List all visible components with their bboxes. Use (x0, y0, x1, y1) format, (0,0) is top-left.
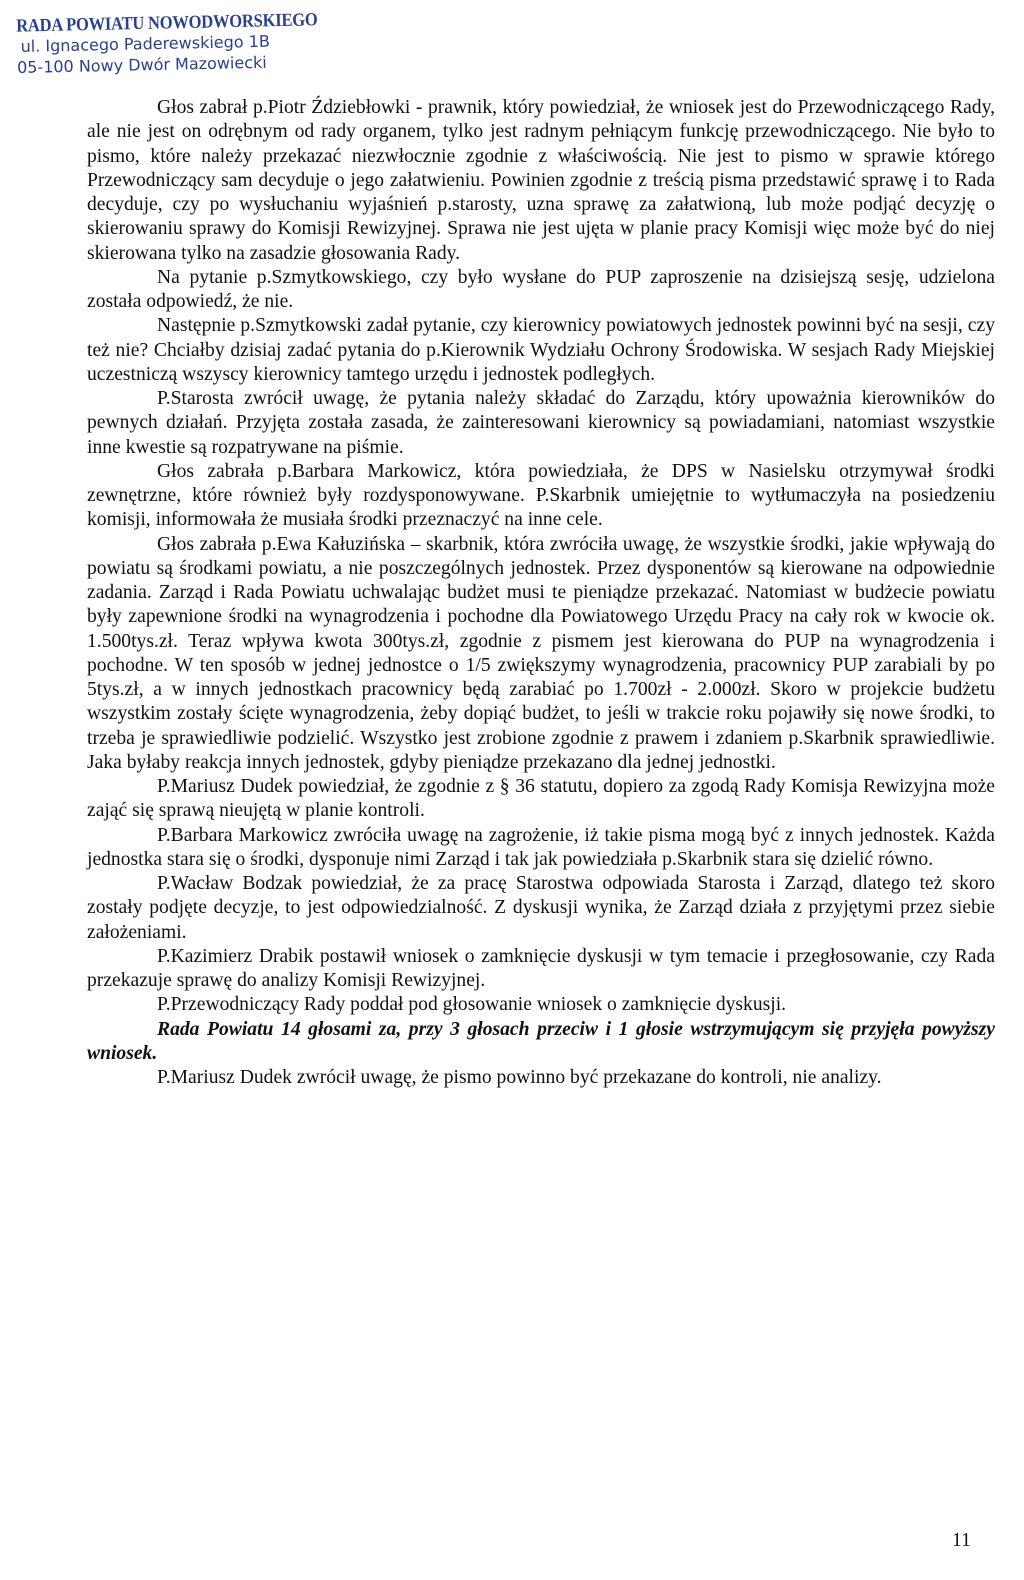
paragraph-drabik-motion: P.Kazimierz Drabik postawił wniosek o zamknięcie dyskusji w tym temacie i przegłosowanie, czy Rada przekazuje sprawę do analizy Komisji Rewizyjnej. (87, 945, 995, 991)
paragraph-starosta-reply: P.Starosta zwrócił uwagę, że pytania należy składać do Zarządu, który upoważnia kierowników do pewnych działań. Przyjęta została zasada, że zainteresowani kierownicy są powiadamiani, natomiast wszystkie inne kwestie są rozpatrywane na piśmie. (87, 388, 995, 458)
paragraph-pup-invitation: Na pytanie p.Szmytkowskiego, czy było wysłane do PUP zaproszenie na dzisiejszą sesję, udzielona została odpowiedź, że nie. (87, 266, 995, 312)
paragraph-szmytkowski-question: Następnie p.Szmytkowski zadał pytanie, czy kierownicy powiatowych jednostek powinni być na sesji, czy też nie? Chciałby dzisiaj zadać pytania do p.Kierownik Wydziału Ochrony Środowiska. W sesjach Rady Miejskiej uczestniczą wszyscy kierownicy tamtego urzędu i jednostek podległych. (87, 315, 995, 385)
stamp-line-institution: RADA POWIATU NOWODWORSKIEGO (15, 8, 318, 37)
paragraph-chairman-vote: P.Przewodniczący Rady poddał pod głosowanie wniosek o zamknięcie dyskusji. (157, 994, 787, 1016)
paragraph-kaluzinska-treasurer: Głos zabrała p.Ewa Kałuzińska – skarbnik, która zwróciła uwagę, że wszystkie środki, jakie wpływają do powiatu są środkami powiatu, a nie poszczególnych jednostek. Przez dysponentów są kierowane na odpowiednie zadania. Zarząd i Rada Powiatu uchwalając budżet musi te pieniądze przekazać. Natomiast w budżecie powiatu były zapewnione środki na wynagrodzenia i pochodne dla Powiatowego Urzędu Pracy na cały rok w kwocie ok. 1.500tys.zł. Teraz wpływa kwota 300tys.zł, zgodnie z pismem jest kierowana do PUP na wynagrodzenia i pochodne. W ten sposób w jednej jednostce o 1/5 zwiększymy wynagrodzenia, pracownicy PUP zarabiali by po 5tys.zł, a w innych jednostkach pracownicy będą zarabiać po 1.700zł - 2.000zł. Skoro w projekcie budżetu wszystkim zostały ścięte wynagrodzenia, żeby dopiąć budżet, to jeśli w trakcie roku pojawiły się nowe środki, to trzeba je sprawiedliwie podzielić. Wszystko jest zrobione zgodnie z prawem i zdaniem p.Skarbnik sprawiedliwie. Jaka byłaby reakcja innych jednostek, gdyby pieniądze przekazano dla jednej jednostki. (87, 533, 995, 773)
stamp-line-city: 05-100 Nowy Dwór Mazowiecki (16, 52, 267, 77)
paragraph-markowicz-warning: P.Barbara Markowicz zwróciła uwagę na zagrożenie, iż takie pisma mogą być z innych jednostek. Każda jednostka stara się o środki, dysponuje nimi Zarząd i tak jak powiedziała p.Skarbnik stara się dzielić równo. (87, 824, 995, 870)
paragraph-dudek-statute: P.Mariusz Dudek powiedział, że zgodnie z § 36 statutu, dopiero za zgodą Rady Komisja Rewizyjna może zająć się sprawą nieujętą w planie kontroli. (87, 776, 995, 822)
paragraph-dudek-closing: P.Mariusz Dudek zwrócił uwagę, że pismo powinno być przekazane do kontroli, nie analizy. (157, 1067, 882, 1088)
council-stamp (15, 8, 318, 78)
stamp-line-street: ul. Ignacego Paderewskiego 1B (20, 31, 271, 56)
document-body (87, 96, 995, 1090)
paragraph-zdzieblowski: Głos zabrał p.Piotr Ździebłowki - prawnik, który powiedział, że wniosek jest do Przewodniczącego Rady, ale nie jest on odrębnym od rady organem, tylko jest radnym pełniącym funkcję przewodniczącego. Nie było to pismo, które należy przekazać niezwłocznie zgodnie z właściwością. Nie jest to pismo w sprawie którego Przewodniczący sam decyduje o jego załatwieniu. Powinien zgodnie z treścią pisma przedstawić sprawę i to Rada decyduje, czy po wysłuchaniu wyjaśnień p.starosty, uzna sprawę za załatwioną, lub może podjąć decyzję o skierowaniu sprawy do Komisji Rewizyjnej. Sprawa nie jest ujęta w planie pracy Komisji więc może być do niej skierowana tylko na zasadzie głosowania Rady. (87, 97, 995, 264)
page-number: 11 (952, 1530, 971, 1551)
paragraph-bodzak: P.Wacław Bodzak powiedział, że za pracę Starostwa odpowiada Starosta i Zarząd, dlatego też skoro zostały podjęte decyzje, to jest odpowiedzialność. Z dyskusji wynika, że Zarząd działa z przyjętymi przez siebie założeniami. (87, 873, 995, 943)
resolution-statement: Rada Powiatu 14 głosami za, przy 3 głosach przeciw i 1 głosie wstrzymującym się przyjęła powyższy wniosek. (87, 1018, 995, 1064)
paragraph-markowicz-dps: Głos zabrała p.Barbara Markowicz, która powiedziała, że DPS w Nasielsku otrzymywał środki zewnętrzne, które również były rozdysponowywane. P.Skarbnik umiejętnie to wytłumaczyła na posiedzeniu komisji, informowała że musiała środki przeznaczyć na inne cele. (87, 460, 995, 531)
